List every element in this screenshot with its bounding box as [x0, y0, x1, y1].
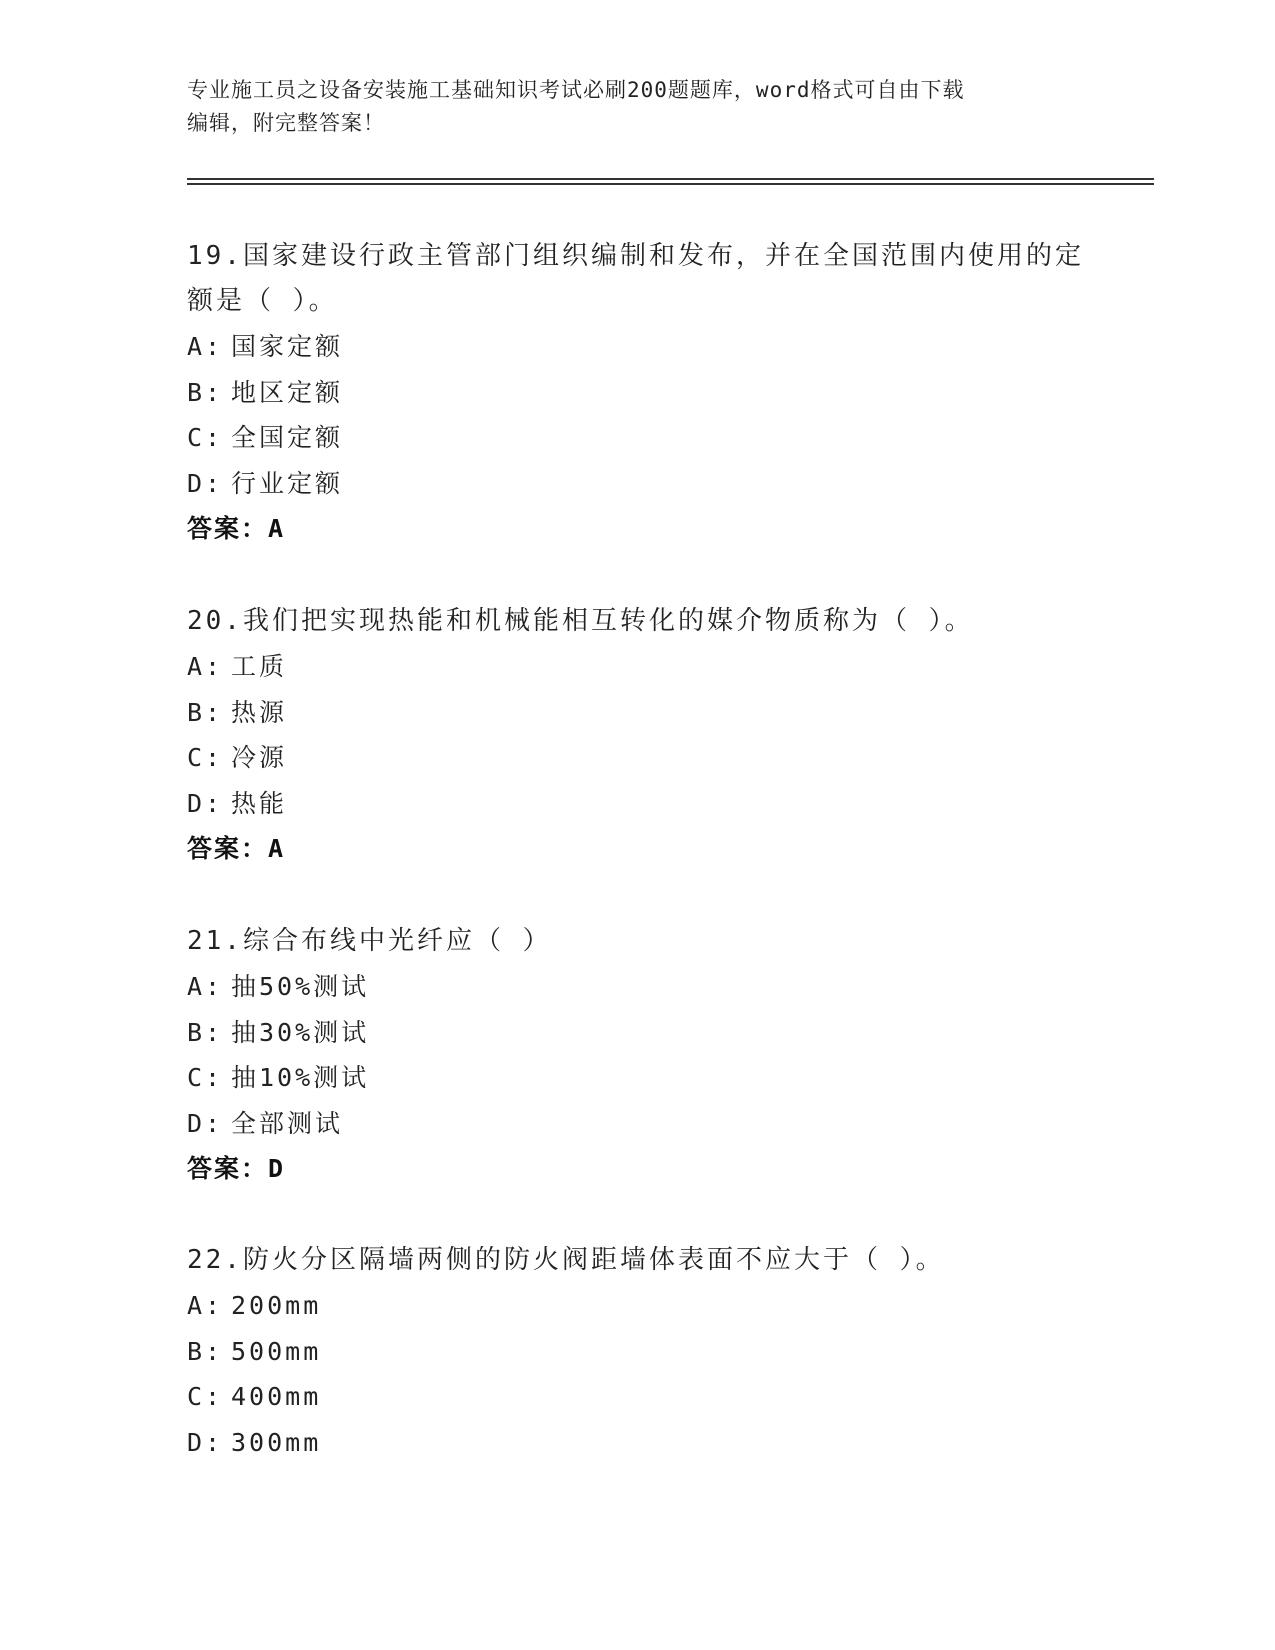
option-text: 500mm — [231, 1336, 322, 1366]
option-text: 热源 — [231, 697, 288, 727]
option-c — [187, 415, 1087, 461]
option-a — [187, 644, 1087, 690]
option-letter: A: — [187, 972, 224, 1001]
option-c — [187, 735, 1087, 781]
question-21 — [187, 919, 1087, 1192]
option-text: 全部测试 — [231, 1108, 344, 1138]
option-text: 抽50%测试 — [231, 972, 370, 1001]
answer-label: 答案：A — [187, 514, 286, 543]
option-letter: B: — [187, 1336, 224, 1366]
header-line-1: 专业施工员之设备安装施工基础知识考试必刷200题题库，word格式可自由下载 — [187, 78, 965, 102]
question-stem — [187, 1238, 1087, 1283]
document-header — [187, 74, 1087, 140]
option-text: 300mm — [231, 1427, 322, 1457]
option-d — [187, 1101, 1087, 1147]
question-stem-line-1: 19.国家建设行政主管部门组织编制和发布，并在全国范围内使用的定 — [187, 241, 1084, 271]
option-letter: B: — [187, 377, 224, 407]
option-letter: B: — [187, 697, 224, 727]
option-text: 工质 — [231, 652, 288, 681]
option-text: 抽10%测试 — [231, 1063, 370, 1092]
option-text: 行业定额 — [231, 468, 344, 498]
option-b — [187, 1010, 1087, 1056]
option-letter: C: — [187, 1063, 224, 1092]
option-text: 400mm — [231, 1382, 322, 1411]
question-19 — [187, 234, 1087, 552]
option-letter: D: — [187, 1427, 224, 1457]
option-a — [187, 964, 1087, 1010]
option-letter: D: — [187, 1108, 224, 1138]
option-letter: A: — [187, 652, 224, 681]
header-divider-top — [187, 178, 1154, 180]
option-text: 抽30%测试 — [231, 1017, 370, 1047]
option-text: 200mm — [231, 1291, 322, 1320]
option-b — [187, 1329, 1087, 1375]
question-stem — [187, 919, 1087, 964]
question-stem-line-1: 22.防火分区隔墙两侧的防火阀距墙体表面不应大于（ ）。 — [187, 1245, 945, 1275]
header-line-2: 编辑，附完整答案！ — [187, 111, 385, 135]
answer-label: 答案：A — [187, 834, 286, 863]
question-stem-line-1: 21.综合布线中光纤应（ ） — [187, 926, 552, 956]
question-20 — [187, 599, 1087, 872]
option-text: 地区定额 — [231, 377, 344, 407]
option-d — [187, 781, 1087, 827]
answer-label: 答案：D — [187, 1154, 286, 1183]
option-c — [187, 1055, 1087, 1101]
option-text: 全国定额 — [231, 423, 344, 452]
option-letter: C: — [187, 423, 224, 452]
option-text: 热能 — [231, 788, 288, 818]
option-d — [187, 1420, 1087, 1466]
question-stem-line-1: 20.我们把实现热能和机械能相互转化的媒介物质称为（ ）。 — [187, 606, 974, 636]
option-letter: C: — [187, 743, 224, 772]
option-c — [187, 1374, 1087, 1420]
option-letter: A: — [187, 1291, 224, 1320]
option-letter: B: — [187, 1017, 224, 1047]
option-letter: C: — [187, 1382, 224, 1411]
option-text: 冷源 — [231, 743, 288, 772]
option-b — [187, 370, 1087, 416]
option-letter: A: — [187, 332, 224, 361]
option-a — [187, 1283, 1087, 1329]
question-stem — [187, 599, 1087, 644]
option-b — [187, 690, 1087, 736]
option-d — [187, 461, 1087, 507]
header-divider-bottom — [187, 183, 1154, 185]
question-stem — [187, 234, 1087, 324]
option-text: 国家定额 — [231, 332, 344, 361]
question-stem-line-2: 额是（ ）。 — [187, 286, 338, 316]
option-letter: D: — [187, 788, 224, 818]
option-letter: D: — [187, 468, 224, 498]
question-22 — [187, 1238, 1087, 1465]
option-a — [187, 324, 1087, 370]
